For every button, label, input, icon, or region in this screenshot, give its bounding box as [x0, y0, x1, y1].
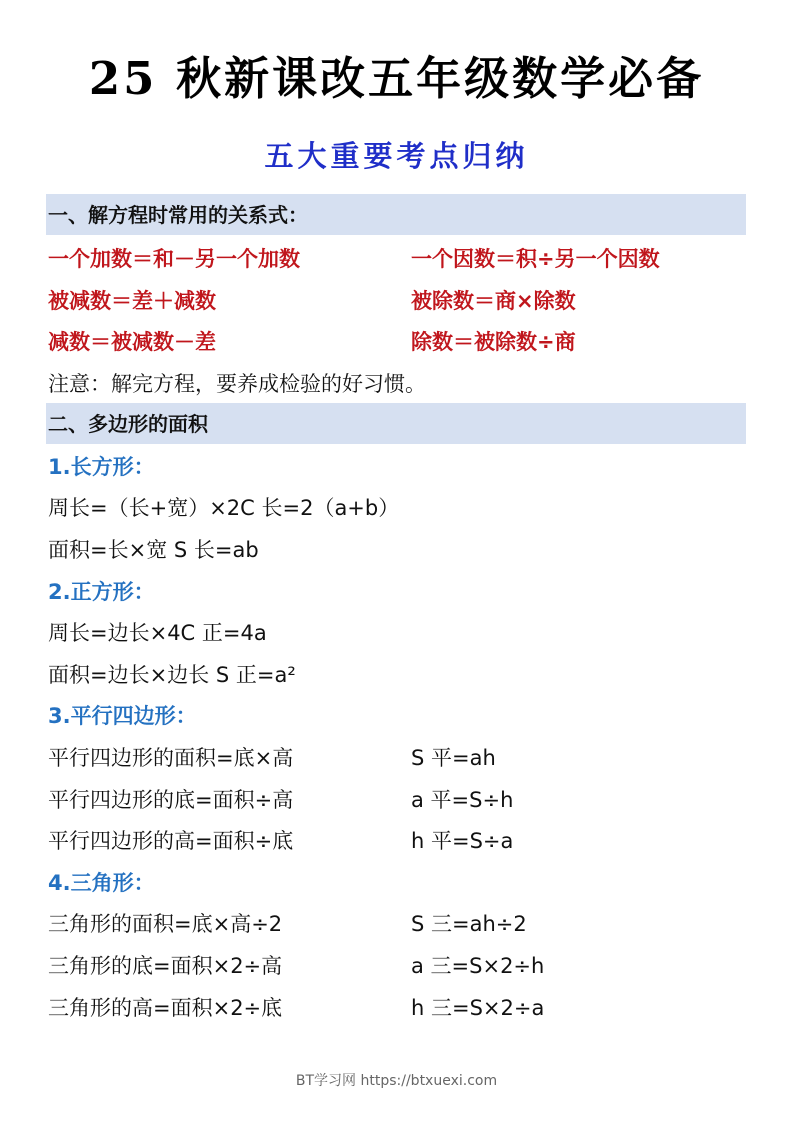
document-subtitle: 五大重要考点归纳: [264, 139, 529, 173]
square-subheading: 2.正方形：: [48, 580, 155, 604]
equation-right: 除数＝被除数÷商: [411, 330, 576, 354]
equation-row: [48, 244, 748, 274]
note-text: 注意：解完方程，要养成检验的好习惯。: [48, 372, 426, 396]
formula-left: 三角形的面积=底×高÷2: [48, 912, 283, 936]
formula-left: 三角形的底=面积×2÷高: [48, 954, 283, 978]
formula-right: h 平=S÷a: [411, 829, 514, 853]
formula-left: 三角形的高=面积×2÷底: [48, 996, 283, 1020]
equation-row: [48, 327, 748, 357]
formula-row: [48, 743, 748, 773]
section-2-heading: 二、多边形的面积: [48, 412, 208, 436]
formula-right: S 平=ah: [411, 746, 496, 770]
formula-right: a 平=S÷h: [411, 788, 514, 812]
parallelogram-subheading: 3.平行四边形：: [48, 704, 197, 728]
formula-row: [48, 909, 748, 939]
equation-left: 一个加数＝和－另一个加数: [48, 247, 300, 271]
document-title: 25 秋新课改五年级数学必备: [88, 52, 705, 105]
formula-right: S 三=ah÷2: [411, 912, 527, 936]
footer-watermark: BT学习网 https://btxuexi.com: [295, 1073, 498, 1089]
formula-row: [48, 826, 748, 856]
rectangle-subheading: 1.长方形：: [48, 455, 155, 479]
formula-row: [48, 951, 748, 981]
formula-left: 平行四边形的面积=底×高: [48, 746, 294, 770]
formula-line: 周长=边长×4C 正=4a: [48, 621, 267, 645]
equation-left: 被减数＝差＋减数: [48, 289, 216, 313]
formula-left: 平行四边形的高=面积÷底: [48, 829, 294, 853]
equation-left: 减数＝被减数－差: [48, 330, 216, 354]
formula-left: 平行四边形的底=面积÷高: [48, 788, 294, 812]
triangle-subheading: 4.三角形：: [48, 871, 155, 895]
section-1-heading: 一、解方程时常用的关系式：: [48, 203, 308, 227]
formula-right: h 三=S×2÷a: [411, 996, 545, 1020]
equation-right: 一个因数＝积÷另一个因数: [411, 247, 660, 271]
equation-row: [48, 286, 748, 316]
equation-right: 被除数＝商×除数: [411, 289, 576, 313]
formula-row: [48, 785, 748, 815]
formula-right: a 三=S×2÷h: [411, 954, 545, 978]
formula-line: 面积=长×宽 S 长=ab: [48, 538, 259, 562]
formula-line: 面积=边长×边长 S 正=a²: [48, 663, 296, 687]
formula-line: 周长=（长+宽）×2C 长=2（a+b）: [48, 496, 400, 520]
formula-row: [48, 993, 748, 1023]
